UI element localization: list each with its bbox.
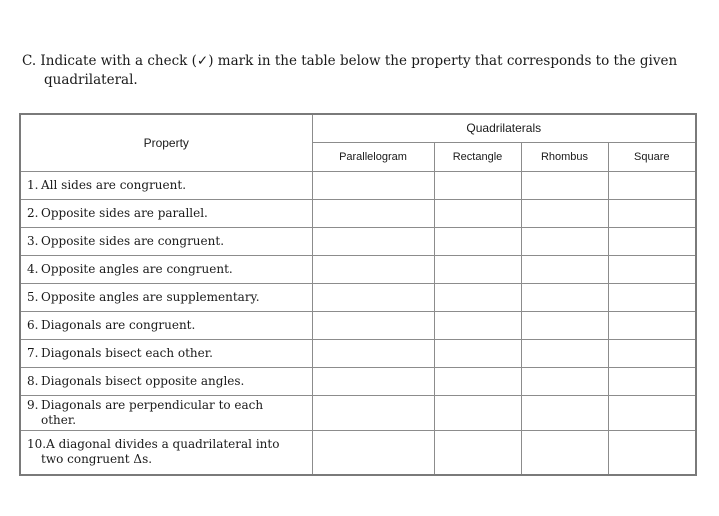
property-cell <box>20 227 312 255</box>
quadrilaterals-header: Quadrilaterals <box>312 114 696 142</box>
property-cell <box>20 395 312 430</box>
check-cell-rectangle[interactable] <box>434 171 521 199</box>
property-number: 5. <box>27 289 39 304</box>
check-cell-parallelogram[interactable] <box>312 430 434 475</box>
check-cell-square[interactable] <box>608 283 696 311</box>
column-header-rectangle: Rectangle <box>434 142 521 171</box>
check-cell-rhombus[interactable] <box>521 283 608 311</box>
property-cell <box>20 199 312 227</box>
check-cell-parallelogram[interactable] <box>312 227 434 255</box>
check-cell-square[interactable] <box>608 255 696 283</box>
check-cell-rectangle[interactable] <box>434 430 521 475</box>
check-cell-square[interactable] <box>608 367 696 395</box>
column-header-rhombus: Rhombus <box>521 142 608 171</box>
check-cell-parallelogram[interactable] <box>312 171 434 199</box>
check-cell-parallelogram[interactable] <box>312 395 434 430</box>
property-number: 1. <box>27 177 39 192</box>
property-cell <box>20 283 312 311</box>
property-cell <box>20 171 312 199</box>
property-cell <box>20 311 312 339</box>
property-text: Opposite sides are congruent. <box>41 233 225 248</box>
check-cell-rhombus[interactable] <box>521 199 608 227</box>
check-cell-rhombus[interactable] <box>521 227 608 255</box>
property-text: Opposite sides are parallel. <box>41 205 208 220</box>
column-header-square: Square <box>608 142 696 171</box>
property-cell <box>20 367 312 395</box>
check-cell-parallelogram[interactable] <box>312 311 434 339</box>
property-text: Opposite angles are supplementary. <box>41 289 260 304</box>
check-cell-square[interactable] <box>608 430 696 475</box>
property-cell <box>20 339 312 367</box>
table-row <box>20 430 696 475</box>
property-cell <box>20 430 312 475</box>
check-cell-rectangle[interactable] <box>434 367 521 395</box>
property-text: Diagonals bisect each other. <box>41 345 213 360</box>
check-cell-rectangle[interactable] <box>434 227 521 255</box>
table-row <box>20 255 696 283</box>
check-cell-parallelogram[interactable] <box>312 199 434 227</box>
property-number: 4. <box>27 261 39 276</box>
table-row <box>20 339 696 367</box>
table-row <box>20 367 696 395</box>
check-cell-rhombus[interactable] <box>521 339 608 367</box>
check-cell-rhombus[interactable] <box>521 311 608 339</box>
check-cell-parallelogram[interactable] <box>312 367 434 395</box>
property-header: Property <box>20 114 312 171</box>
check-cell-rectangle[interactable] <box>434 283 521 311</box>
check-cell-rhombus[interactable] <box>521 171 608 199</box>
instruction-line-2: quadrilateral. <box>44 72 138 88</box>
table-row <box>20 395 696 430</box>
check-cell-rhombus[interactable] <box>521 430 608 475</box>
property-number: 9. <box>27 397 39 412</box>
property-number: 2. <box>27 205 39 220</box>
check-cell-rectangle[interactable] <box>434 199 521 227</box>
property-text: Opposite angles are congruent. <box>41 261 233 276</box>
check-cell-rhombus[interactable] <box>521 255 608 283</box>
instruction-text <box>22 52 712 90</box>
table-row <box>20 199 696 227</box>
property-text: Diagonals are congruent. <box>41 317 196 332</box>
check-cell-square[interactable] <box>608 171 696 199</box>
check-cell-square[interactable] <box>608 227 696 255</box>
property-number: 3. <box>27 233 39 248</box>
property-text: A diagonal divides a quadrilateral into <box>46 437 280 452</box>
property-text: Diagonals bisect opposite angles. <box>41 373 245 388</box>
check-cell-rhombus[interactable] <box>521 395 608 430</box>
check-cell-parallelogram[interactable] <box>312 339 434 367</box>
check-cell-rhombus[interactable] <box>521 367 608 395</box>
check-cell-parallelogram[interactable] <box>312 283 434 311</box>
property-number: 8. <box>27 373 39 388</box>
check-cell-square[interactable] <box>608 199 696 227</box>
property-text: Diagonals are perpendicular to each <box>41 397 264 412</box>
property-number: 10. <box>27 437 47 452</box>
table-row <box>20 227 696 255</box>
instruction-line-1: C. Indicate with a check (✓) mark in the table below the property that corresponds to the given <box>22 53 678 69</box>
check-cell-square[interactable] <box>608 395 696 430</box>
property-text-continued: other. <box>41 412 77 427</box>
property-text-continued: two congruent Δs. <box>41 452 153 467</box>
check-cell-rectangle[interactable] <box>434 339 521 367</box>
table-row <box>20 171 696 199</box>
property-number: 7. <box>27 345 39 360</box>
table-row <box>20 311 696 339</box>
check-cell-parallelogram[interactable] <box>312 255 434 283</box>
property-number: 6. <box>27 317 39 332</box>
check-cell-rectangle[interactable] <box>434 395 521 430</box>
check-cell-square[interactable] <box>608 311 696 339</box>
check-cell-rectangle[interactable] <box>434 255 521 283</box>
check-cell-rectangle[interactable] <box>434 311 521 339</box>
table-row <box>20 283 696 311</box>
property-cell <box>20 255 312 283</box>
property-text: All sides are congruent. <box>41 177 187 192</box>
column-header-parallelogram: Parallelogram <box>312 142 434 171</box>
check-cell-square[interactable] <box>608 339 696 367</box>
property-table <box>19 113 697 476</box>
